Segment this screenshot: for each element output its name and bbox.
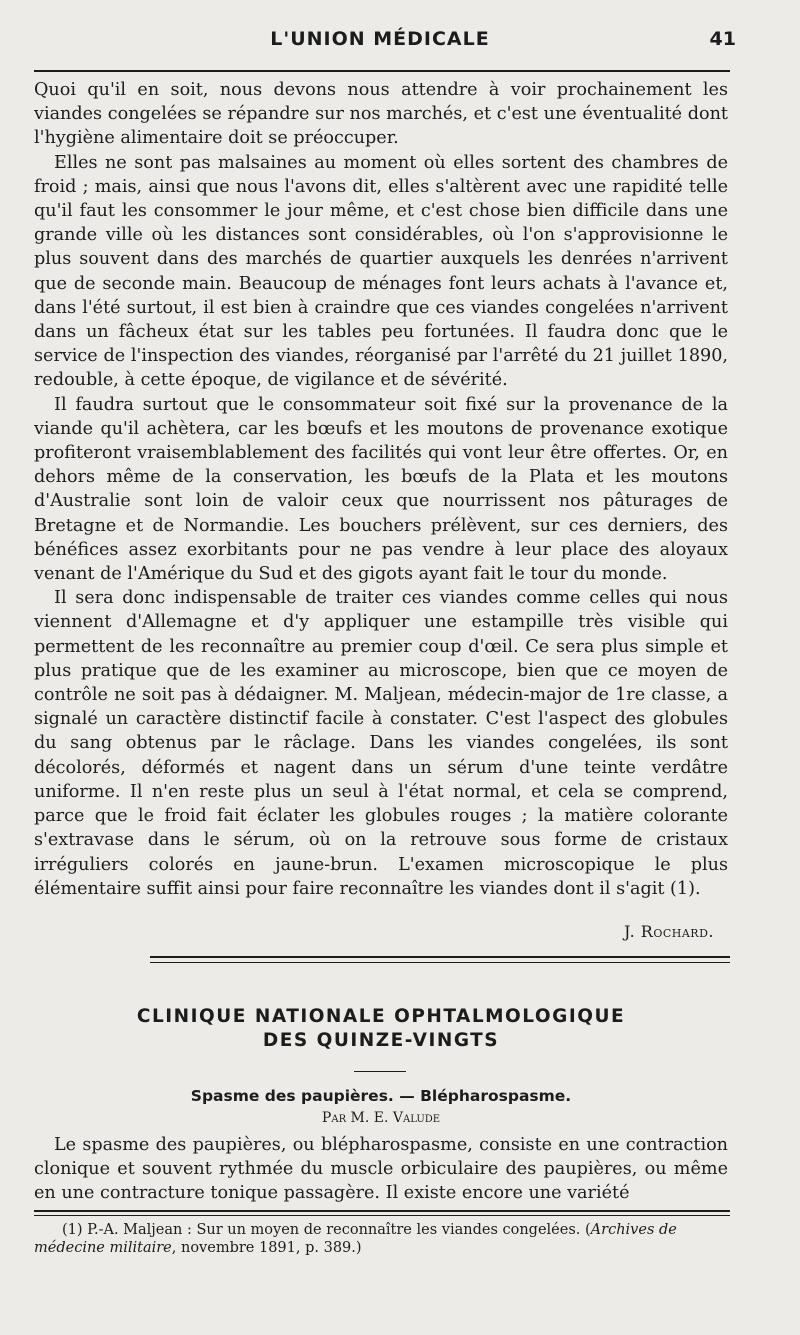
section-title: CLINIQUE NATIONALE OPHTALMOLOGIQUE [136,1006,626,1027]
paragraph: Il faudra surtout que le consommateur soit fixé sur la provenance de la viande qu'il achètera, car les bœufs et les moutons de provenance exotique profiteront vraisemblablement des facilités qui vont leur être offertes. Or, en dehors même de la conservation, les bœufs de la Plata et les moutons d'Australie sont loin de valoir ceux que nourrissent nos pâturages de Bretagne et de Normandie. Les bouchers prélèvent, sur ces derniers, des bénéfices assez exorbitants pour ne pas vendre à leur place des aloyaux venant de l'Amérique du Sud et des gigots ayant fait le tour du monde. [34,394,728,585]
footnote-tail: , novembre 1891, p. 389.) [171,1240,362,1256]
footnote-rule [34,1210,730,1212]
author-signature [624,922,714,941]
footnote-rule [34,1215,730,1216]
section-divider [150,962,730,963]
page-number: 41 [709,28,736,50]
article-body [34,1133,728,1206]
running-title: L'UNION MÉDICALE [270,28,490,50]
paragraph: Le spasme des paupières, ou blépharospasme, consiste en une contraction clonique et souvent rythmée du muscle orbiculaire des paupières, ou même en une contracture tonique passagère. Il existe encore une variété [34,1135,728,1204]
paragraph: Quoi qu'il en soit, nous devons nous attendre à voir prochainement les viandes congelées se répandre sur nos marchés, et c'est une éventualité dont l'hygiène alimentaire doit se préoccuper. [34,80,728,149]
footnote-lead: (1) P.-A. Maljean : Sur un moyen de reconnaître les viandes congelées. ( [62,1222,591,1238]
byline [34,1110,728,1126]
signature-text: J. Rochard. [623,922,714,941]
footnote-source: Archives de médecine militaire [34,1222,677,1256]
section-title: DES QUINZE-VINGTS [262,1030,500,1051]
title-rule [354,1071,406,1072]
page-header [30,28,736,58]
article-subtitle: Spasme des paupières. — Blépharospasme. [190,1087,572,1105]
header-rule [34,70,730,72]
paragraph: Elles ne sont pas malsaines au moment où elles sortent des chambres de froid ; mais, ainsi que nous l'avons dit, elles s'altèrent avec une rapidité telle qu'il faut les consommer le jour même, et c'est chose bien difficile dans une grande ville où les distances sont considérables, où l'on s'approvisionne le plus souvent dans des marchés de quartier auxquels les denrées n'arrivent que de seconde main. Beaucoup de ménages font leurs achats à l'avance et, dans l'été surtout, il est bien à craindre que ces viandes congelées n'arrivent dans un fâcheux état sur les tables peu fortunées. Il faudra donc que le service de l'inspection des viandes, réorganisé par l'arrêté du 21 juillet 1890, redouble, à cette époque, de vigilance et de sévérité. [34,152,728,391]
byline-text: Par M. E. Valude [321,1110,441,1126]
paragraph: Il sera donc indispensable de traiter ces viandes comme celles qui nous viennent d'Allemagne et d'y appliquer une estampille très visible qui permettent de les reconnaître au premier coup d'œil. Ce sera plus simple et plus pratique que de les examiner au microscope, bien que ce moyen de contrôle ne soit pas à dédaigner. M. Maljean, médecin-major de 1re classe, a signalé un caractère distinctif facile à constater. C'est l'aspect des globules du sang obtenus par le râclage. Dans les viandes congelées, ils sont décolorés, déformés et nagent dans un sérum d'une teinte verdâtre uniforme. Il n'en reste plus un seul à l'état normal, et cela se comprend, parce que le froid fait éclater les globules rouges ; la matière colorante s'extravase dans le sérum, où on la retrouve sous forme de cristaux irréguliers colorés en jaune-brun. L'examen microscopique le plus élémentaire suffit ainsi pour faire reconnaître les viandes dont il s'agit (1). [34,588,728,899]
article-body [34,78,728,901]
footnote [34,1221,730,1257]
section-divider [150,956,730,958]
